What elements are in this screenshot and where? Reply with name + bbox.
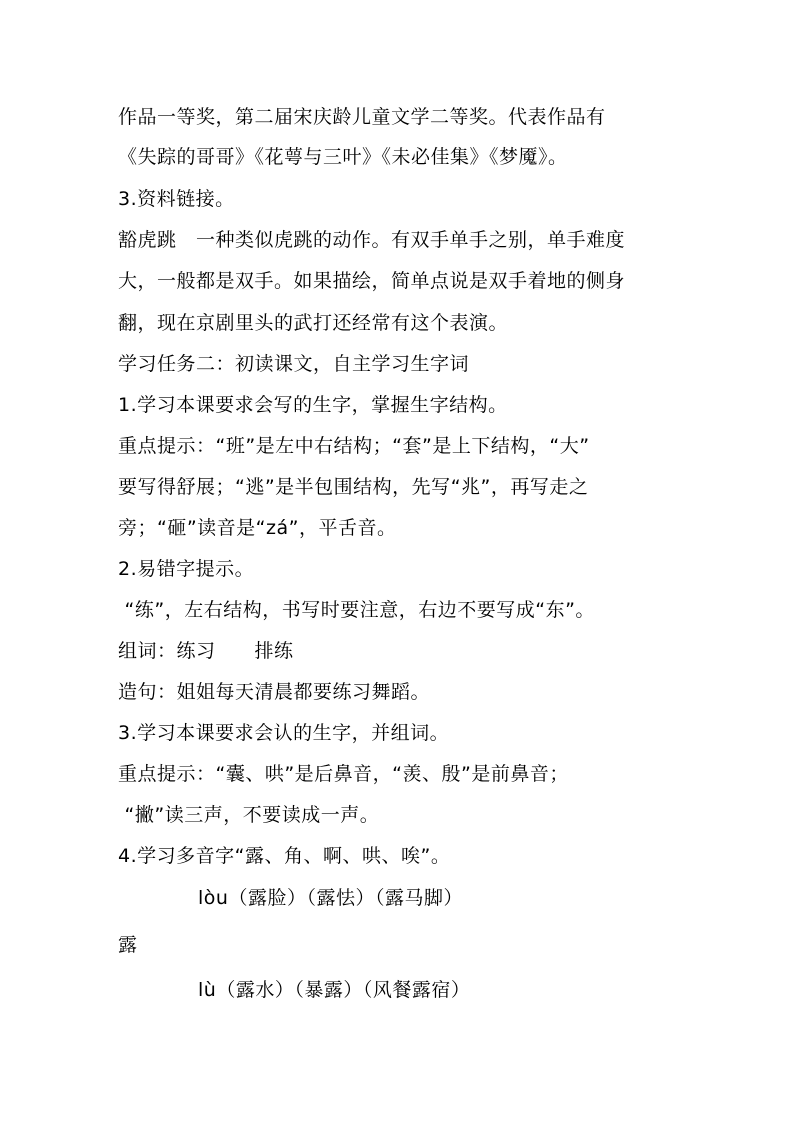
section-heading-task-two: 学习任务二：初读课文，自主学习生字词	[118, 353, 470, 375]
text-line-15: 造句：姐姐每天清晨都要练习舞蹈。	[118, 681, 431, 703]
text-line-10: 要写得舒展；“逃”是半包围结构，先写“兆”，再写走之	[118, 476, 589, 498]
text-line-11: 旁；“砸”读音是“zá”，平舌音。	[118, 517, 397, 539]
text-line-6: 翻，现在京剧里头的武打还经常有这个表演。	[118, 312, 509, 334]
text-line-1: 作品一等奖，第二届宋庆龄儿童文学二等奖。代表作品有	[118, 106, 606, 128]
polyphone-character: 露	[118, 934, 138, 956]
text-line-16: 3.学习本课要求会认的生字，并组词。	[118, 722, 450, 744]
text-line-2: 《失踪的哥哥》《花萼与三叶》《未必佳集》《梦魇》。	[118, 146, 568, 168]
polyphone-reading-lu: lù（露水）（暴露）（风餐露宿）	[198, 979, 471, 1001]
text-line-9: 重点提示：“班”是左中右结构；“套”是上下结构，“大”	[118, 435, 590, 457]
text-line-17: 重点提示：“囊、哄”是后鼻音，“羡、殷”是前鼻音；	[118, 763, 569, 785]
polyphone-reading-lou: lòu（露脸）（露怯）（露马脚）	[198, 887, 463, 909]
text-line-13: “练”，左右结构，书写时要注意，右边不要写成“东”。	[118, 599, 595, 621]
text-line-4: 豁虎跳 一种类似虎跳的动作。有双手单手之别，单手难度	[118, 229, 626, 251]
text-line-14: 组词：练习 排练	[118, 640, 294, 662]
section-heading-resource-link: 3.资料链接。	[118, 188, 235, 210]
text-line-8: 1.学习本课要求会写的生字，掌握生字结构。	[118, 394, 508, 416]
text-line-19: 4.学习多音字“露、角、啊、哄、唉”。	[118, 845, 451, 867]
text-line-5: 大，一般都是双手。如果描绘，简单点说是双手着地的侧身	[118, 270, 626, 292]
section-heading-error-prone: 2.易错字提示。	[118, 558, 255, 580]
text-line-18: “撇”读三声，不要读成一声。	[118, 804, 380, 826]
